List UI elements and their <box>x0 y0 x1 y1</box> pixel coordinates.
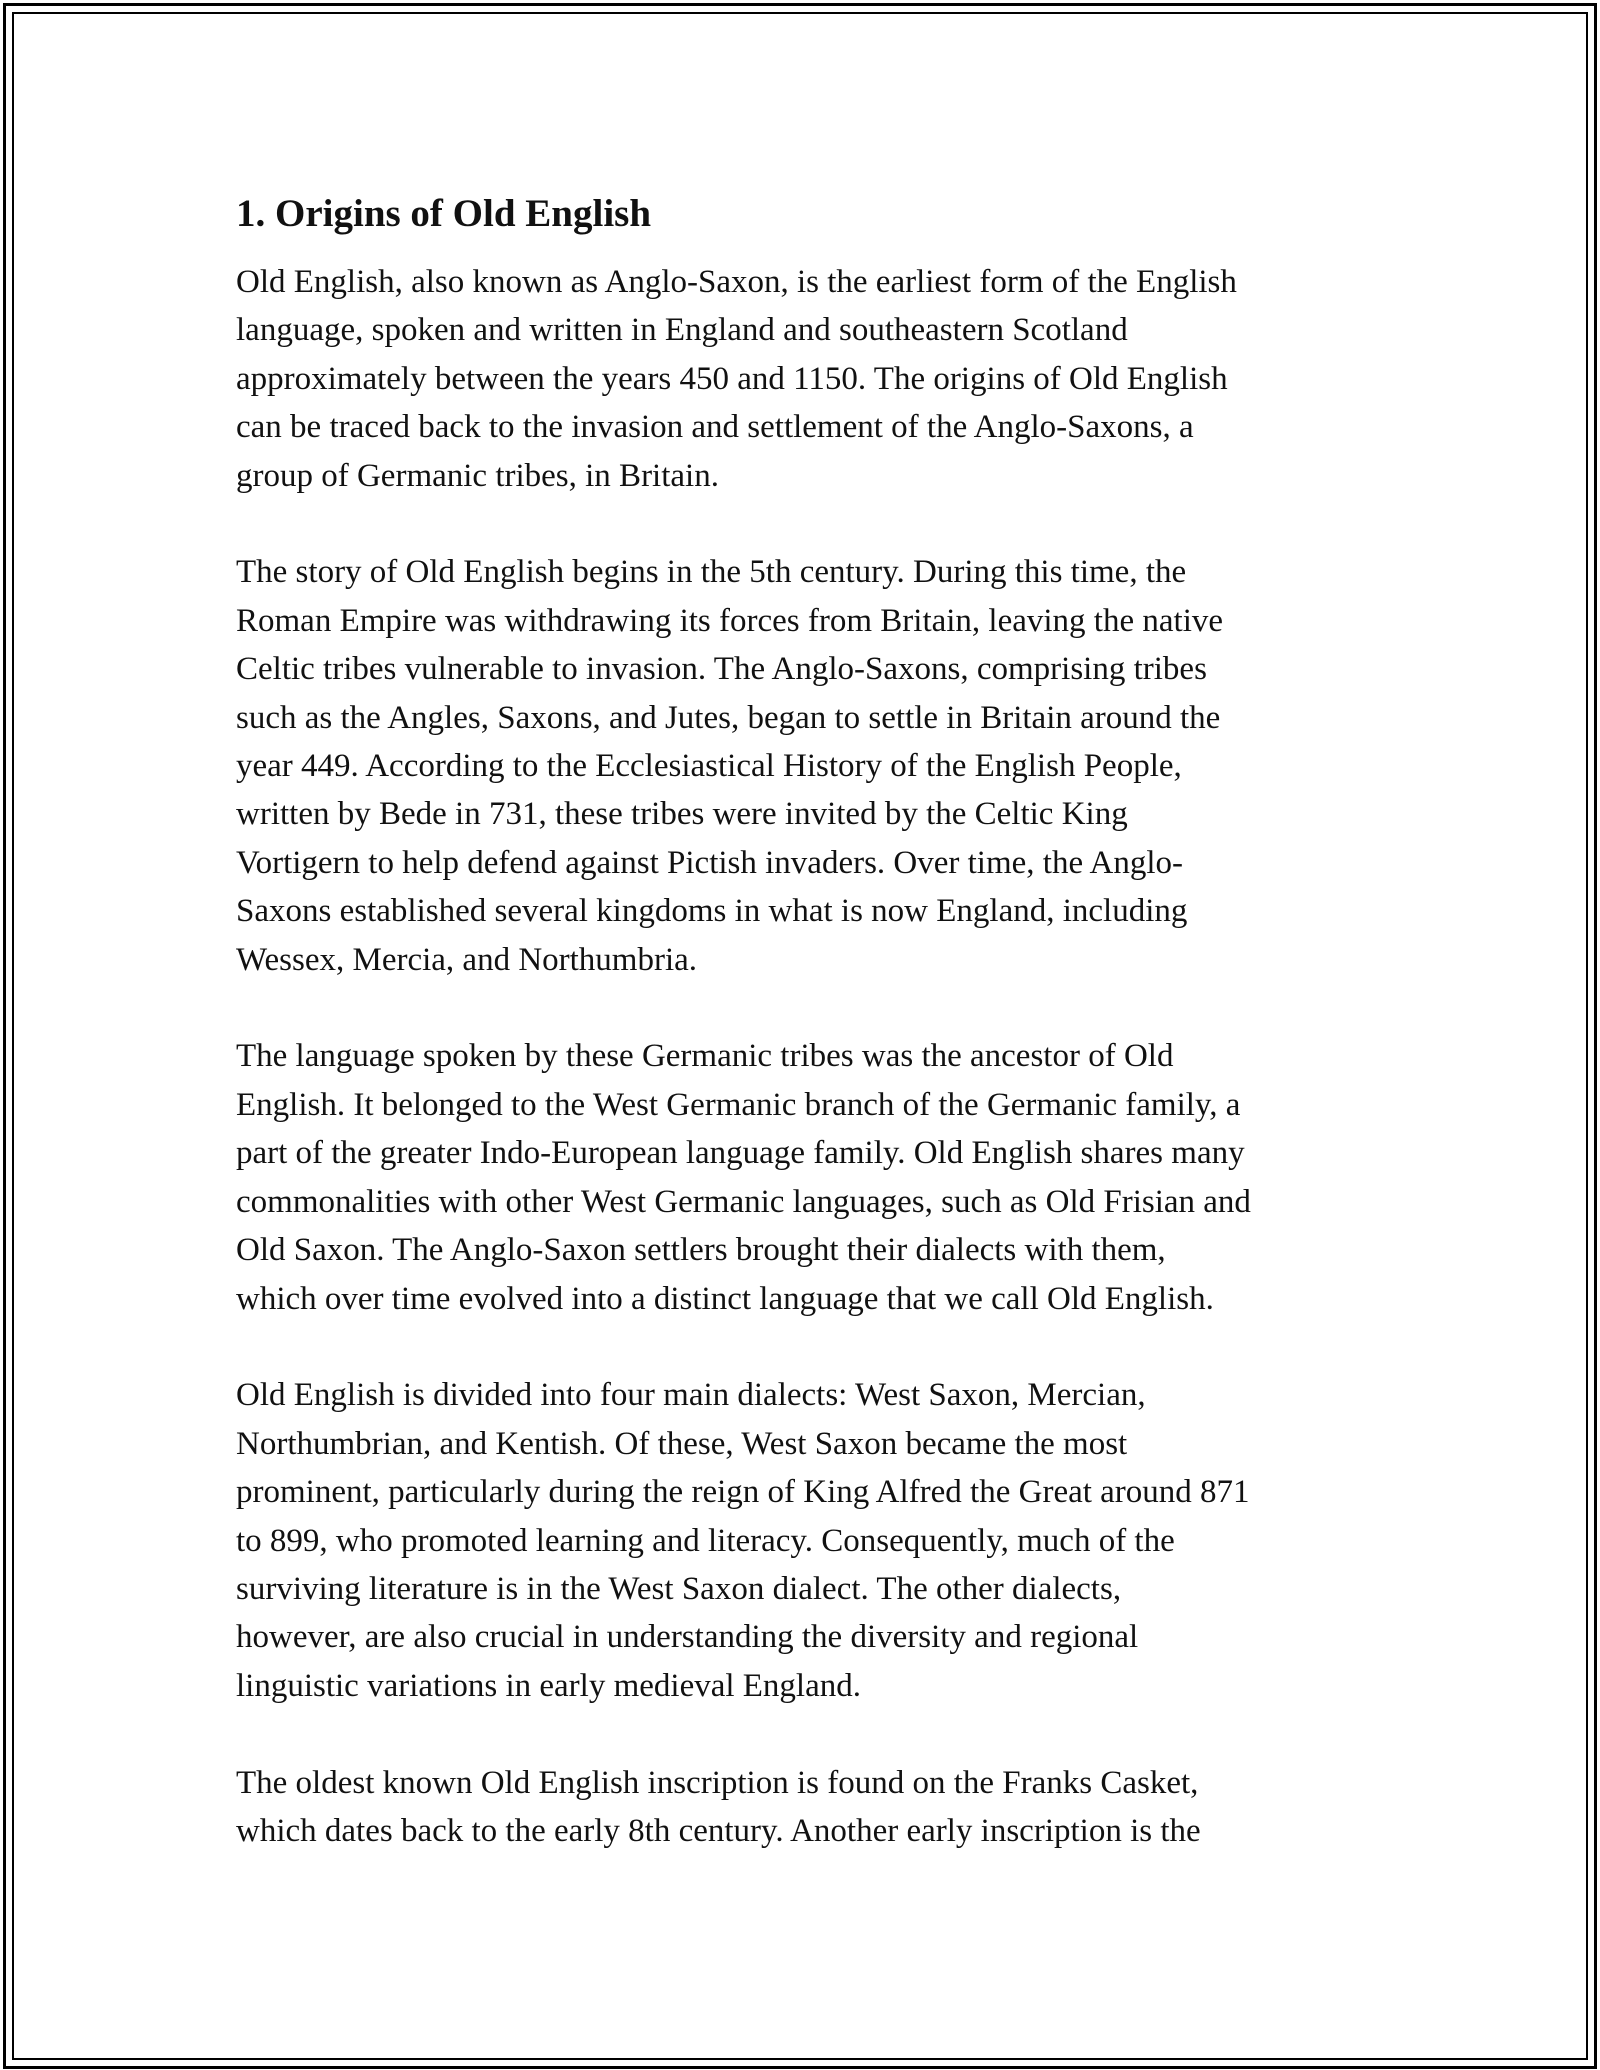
paragraph-3: The language spoken by these Germanic tribes was the ancestor of Old English. It belonged to the West Germanic branch of the Germanic family, a part of the greater Indo-European language family. Old English shares many commonalities with other West Germanic languages, such as Old Frisian and Old Saxon. The Anglo-Saxon settlers brought their dialects with them, which over time evolved into a distinct language that we call Old English. <box>236 1038 1251 1317</box>
paragraph-4: Old English is divided into four main dialects: West Saxon, Mercian, Northumbrian, and Kentish. Of these, West Saxon became the most prominent, particularly during the reign of King Alfred the Great around 871 to 899, who promoted learning and literacy. Consequently, much of the surviving literature is in the West Saxon dialect. The other dialects, however, are also crucial in understanding the diversity and regional linguistic variations in early medieval England. <box>236 1377 1250 1704</box>
paragraph-2: The story of Old English begins in the 5th century. During this time, the Roman Empire was withdrawing its forces from Britain, leaving the native Celtic tribes vulnerable to invasion. The Anglo-Saxons, comprising tribes such as the Angles, Saxons, and Jutes, began to settle in Britain around the year 449. According to the Ecclesiastical History of the English People, written by Bede in 731, these tribes were invited by the Celtic King Vortigern to help defend against Pictish invaders. Over time, the Anglo- Saxons established several kingdoms in what is now England, including Wessex, Mercia, and Northumbria. <box>236 554 1224 978</box>
paragraph-1: Old English, also known as Anglo-Saxon, is the earliest form of the English language, spoken and written in England and southeastern Scotland approximately between the years 450 and 1150. The origins of Old English can be traced back to the invasion and settlement of the Anglo-Saxons, a group of Germanic tribes, in Britain. <box>236 264 1237 494</box>
section-heading: 1. Origins of Old English <box>236 192 652 235</box>
paragraph-5: The oldest known Old English inscription is found on the Franks Casket, which dates back to the early 8th century. Another early inscription is the <box>236 1764 1201 1849</box>
document-body <box>236 183 1376 1904</box>
